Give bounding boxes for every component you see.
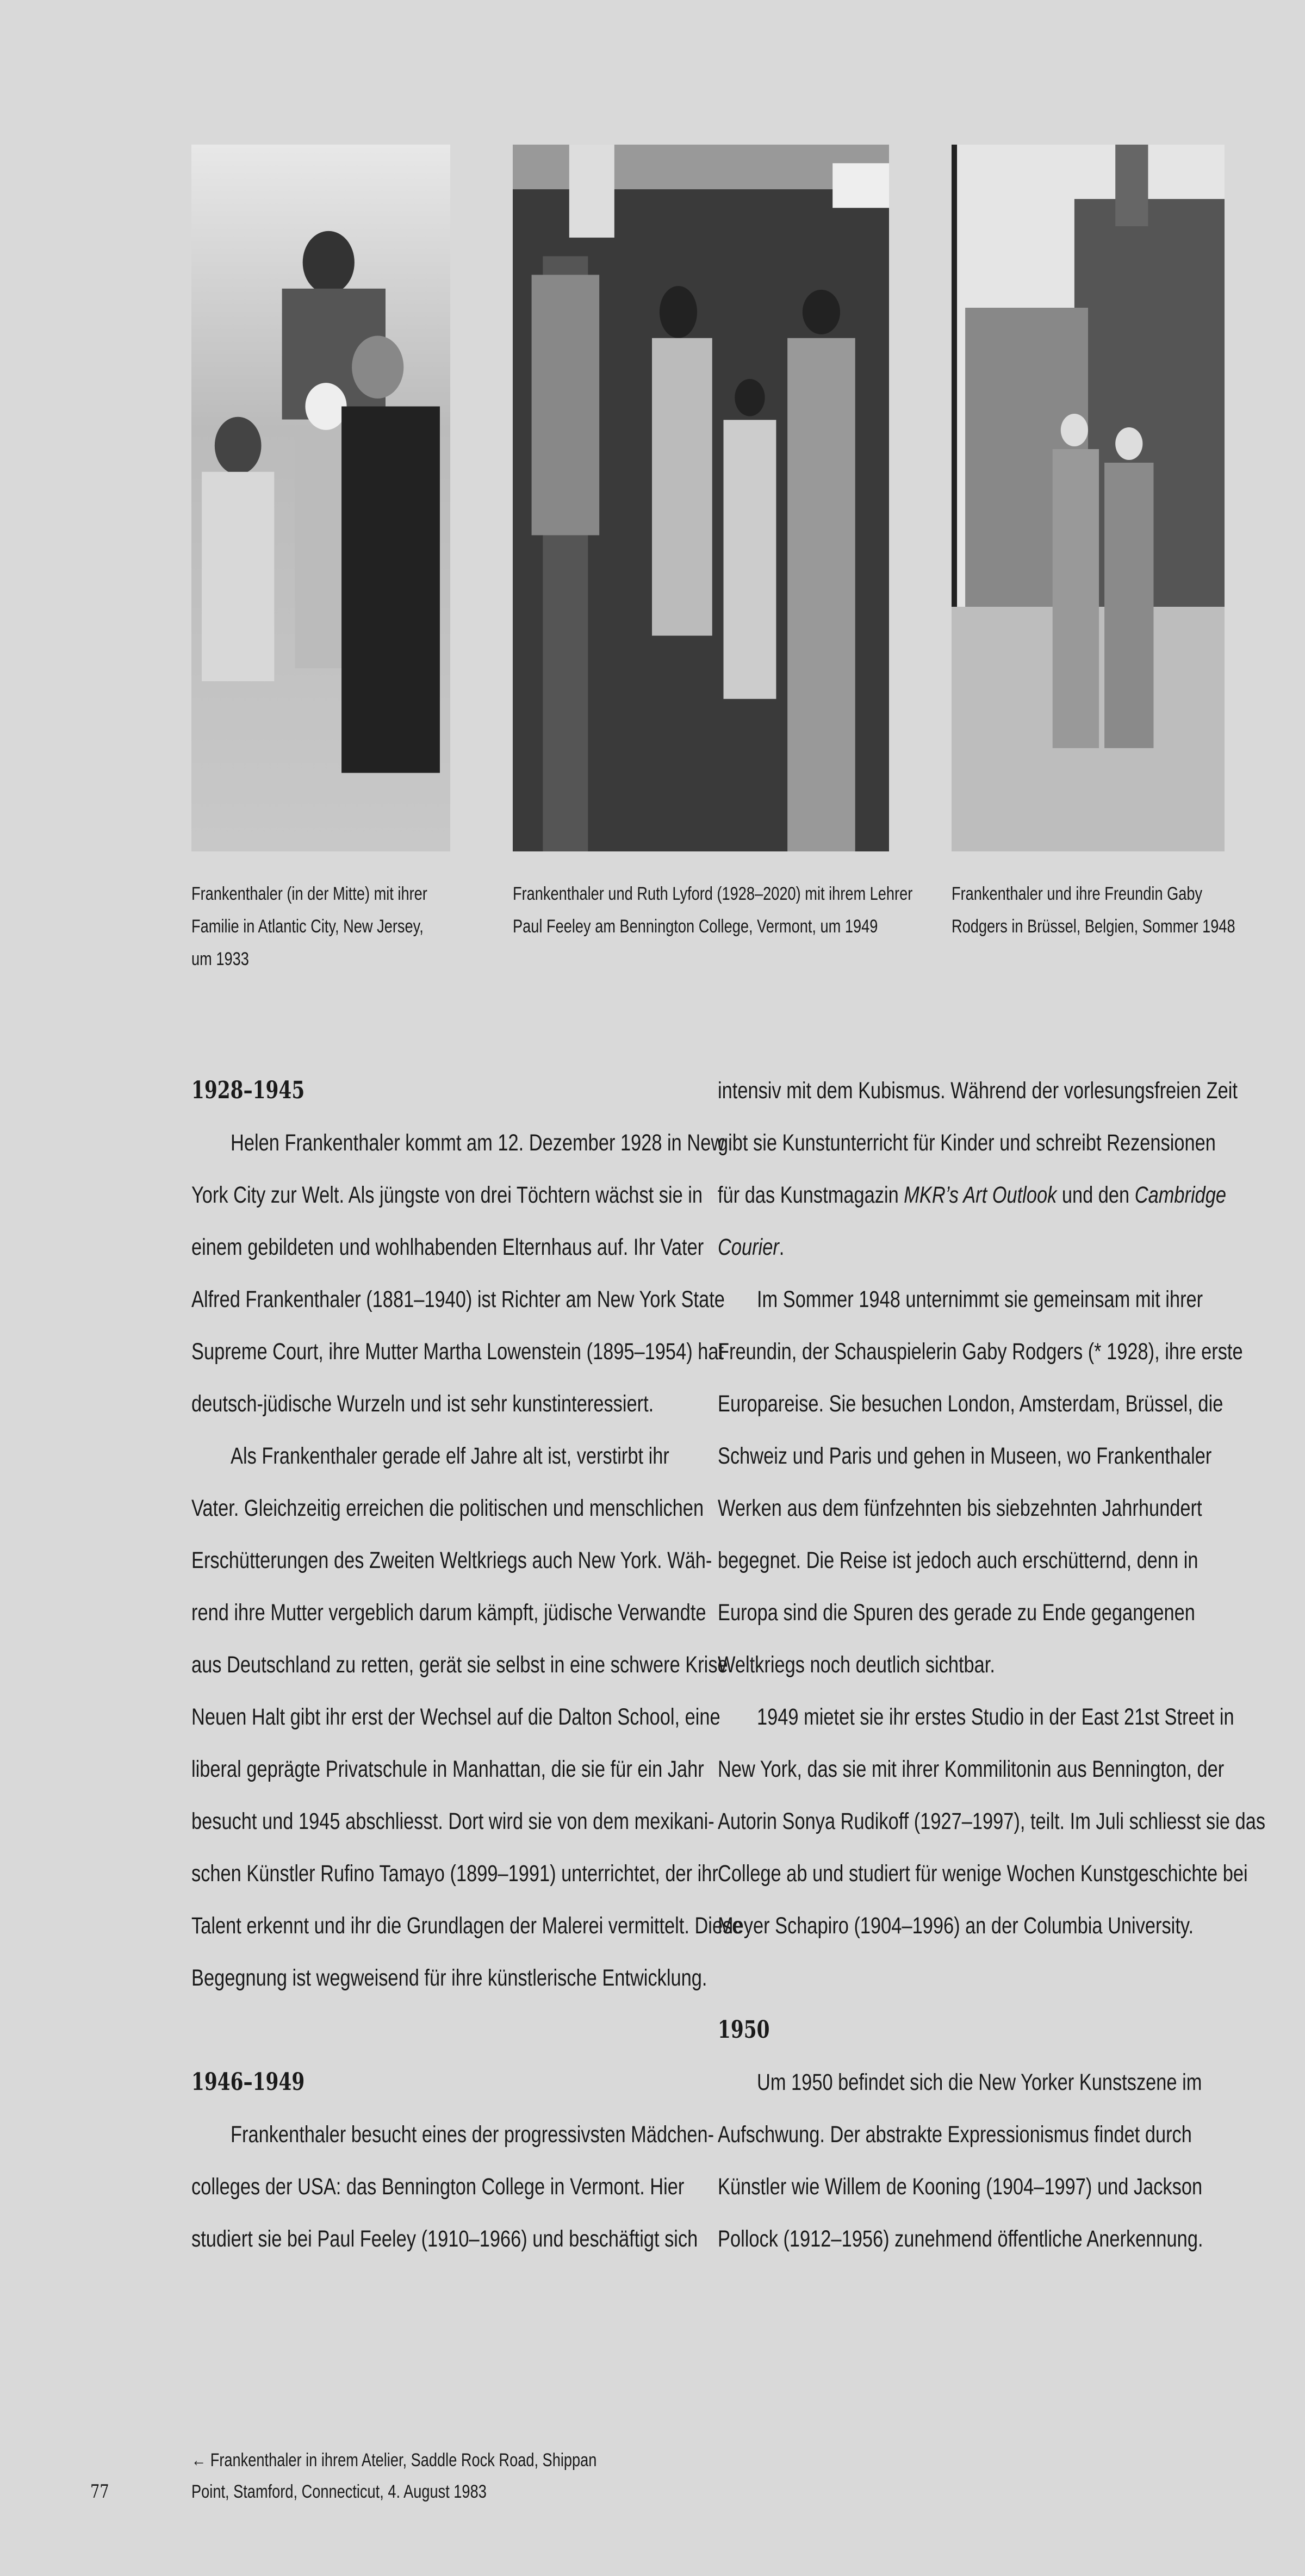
text-line: Talent erkennt und ihr die Grundlagen der Malerei vermittelt. Diese	[191, 1913, 743, 1939]
text-line: Freundin, der Schauspielerin Gaby Rodgers (* 1928), ihre erste	[718, 1339, 1243, 1365]
text-line: Helen Frankenthaler kommt am 12. Dezember 1928 in New	[231, 1130, 725, 1156]
caption-line: Familie in Atlantic City, New Jersey,	[191, 916, 424, 937]
text-line: rend ihre Mutter vergeblich darum kämpft, jüdische Verwandte	[191, 1600, 706, 1626]
paragraph	[191, 1430, 743, 2004]
photo-caption	[513, 878, 1012, 943]
text-line: Courier.	[718, 1234, 785, 1260]
section-heading: 1946–1949	[191, 2068, 305, 2096]
text-line: Um 1950 befindet sich die New Yorker Kunstszene im	[757, 2069, 1202, 2095]
text-line: intensiv mit dem Kubismus. Während der vorlesungsfreien Zeit	[718, 1078, 1238, 1104]
text-line: studiert sie bei Paul Feeley (1910–1966) und beschäftigt sich	[191, 2226, 698, 2252]
text-line: Pollock (1912–1956) zunehmend öffentliche Anerkennung.	[718, 2226, 1203, 2252]
text-line: deutsch-jüdische Wurzeln und ist sehr kunstinteressiert.	[191, 1391, 654, 1417]
text-line: schen Künstler Rufino Tamayo (1899–1991) unterrichtet, der ihr	[191, 1861, 718, 1887]
left-text-column	[191, 1065, 743, 2265]
text-line: liberal geprägte Privatschule in Manhattan, die sie für ein Jahr	[191, 1756, 704, 1782]
caption-line: Paul Feeley am Bennington College, Vermont, um 1949	[513, 916, 878, 937]
text-line: Schweiz und Paris und gehen in Museen, wo Frankenthaler	[718, 1443, 1212, 1469]
text-line: Weltkriegs noch deutlich sichtbar.	[718, 1652, 995, 1678]
text-line: New York, das sie mit ihrer Kommilitonin aus Bennington, der	[718, 1756, 1225, 1782]
text-line: Erschütterungen des Zweiten Weltkriegs auch New York. Wäh-	[191, 1547, 712, 1573]
newspaper-title: Cambridge	[1134, 1182, 1227, 1208]
text-line: York City zur Welt. Als jüngste von drei Töchtern wächst sie in	[191, 1182, 703, 1208]
section-heading: 1928–1945	[191, 1077, 305, 1104]
bennington-studio-photo	[513, 145, 889, 851]
text-line: begegnet. Die Reise ist jedoch auch erschütternd, denn in	[718, 1547, 1198, 1573]
caption-line: Point, Stamford, Connecticut, 4. August 1983	[191, 2481, 487, 2502]
caption-line: Frankenthaler (in der Mitte) mit ihrer	[191, 883, 427, 904]
text-line: Europa sind die Spuren des gerade zu Ende gegangenen	[718, 1600, 1195, 1626]
text-line: Künstler wie Willem de Kooning (1904–1997) und Jackson	[718, 2174, 1203, 2200]
caption-line: Frankenthaler und Ruth Lyford (1928–2020) mit ihrem Lehrer	[513, 883, 913, 904]
text-line: Begegnung ist wegweisend für ihre künstlerische Entwicklung.	[191, 1965, 707, 1991]
text-line: colleges der USA: das Bennington College in Vermont. Hier	[191, 2174, 685, 2200]
paragraph	[718, 2056, 1229, 2265]
brussels-street-photo	[952, 145, 1225, 851]
text-line: College ab und studiert für wenige Wochen Kunstgeschichte bei	[718, 1861, 1248, 1887]
text-line: Frankenthaler besucht eines der progressivsten Mädchen-	[231, 2121, 714, 2148]
text-line: Autorin Sonya Rudikoff (1927–1997), teilt. Im Juli schliesst sie das	[718, 1808, 1266, 1834]
paragraph-continued	[718, 1065, 1238, 1169]
right-text-column	[718, 1065, 1266, 2265]
paragraph	[191, 2108, 714, 2265]
text-line: Im Sommer 1948 unternimmt sie gemeinsam mit ihrer	[757, 1286, 1203, 1312]
text-line: Meyer Schapiro (1904–1996) an der Columbia University.	[718, 1913, 1194, 1939]
text-line: aus Deutschland zu retten, gerät sie selbst in eine schwere Krise.	[191, 1652, 734, 1678]
magazine-title: MKR’s Art Outlook	[904, 1182, 1057, 1208]
family-atlantic-city-photo	[191, 145, 450, 851]
caption-line: Rodgers in Brüssel, Belgien, Sommer 1948	[952, 916, 1235, 937]
caption-line: Frankenthaler und ihre Freundin Gaby	[952, 883, 1203, 904]
photo-caption	[191, 878, 486, 975]
paragraph	[191, 1117, 725, 1430]
text-line: 1949 mietet sie ihr erstes Studio in der East 21st Street in	[757, 1704, 1234, 1730]
caption-line: ← Frankenthaler in ihrem Atelier, Saddle Rock Road, Shippan	[191, 2450, 597, 2471]
text-line: gibt sie Kunstunterricht für Kinder und schreibt Rezensionen	[718, 1130, 1216, 1156]
paragraph	[718, 1273, 1243, 1691]
paragraph	[718, 1691, 1266, 1952]
text-line: besucht und 1945 abschliesst. Dort wird sie von dem mexikani-	[191, 1808, 714, 1834]
text-line: Neuen Halt gibt ihr erst der Wechsel auf die Dalton School, eine	[191, 1704, 720, 1730]
caption-line: um 1933	[191, 949, 249, 969]
text-line: Werken aus dem fünfzehnten bis siebzehnten Jahrhundert	[718, 1495, 1202, 1521]
photo-caption	[952, 878, 1305, 943]
text-line: Alfred Frankenthaler (1881–1940) ist Richter am New York State	[191, 1286, 725, 1312]
text-line: Supreme Court, ihre Mutter Martha Lowenstein (1895–1954) hat	[191, 1339, 724, 1365]
text-line: Europareise. Sie besuchen London, Amsterdam, Brüssel, die	[718, 1391, 1223, 1417]
page-number: 77	[90, 2481, 109, 2503]
text-line: einem gebildeten und wohlhabenden Elternhaus auf. Ihr Vater	[191, 1234, 704, 1260]
text-line: Aufschwung. Der abstrakte Expressionismus findet durch	[718, 2121, 1192, 2148]
text-line: Vater. Gleichzeitig erreichen die politischen und menschlichen	[191, 1495, 704, 1521]
text-line: für das Kunstmagazin MKR’s Art Outlook und den Cambridge	[718, 1182, 1227, 1208]
text-line: Als Frankenthaler gerade elf Jahre alt ist, verstirbt ihr	[231, 1443, 669, 1469]
section-heading: 1950	[718, 2016, 770, 2044]
figure-reference-caption	[191, 2444, 698, 2507]
